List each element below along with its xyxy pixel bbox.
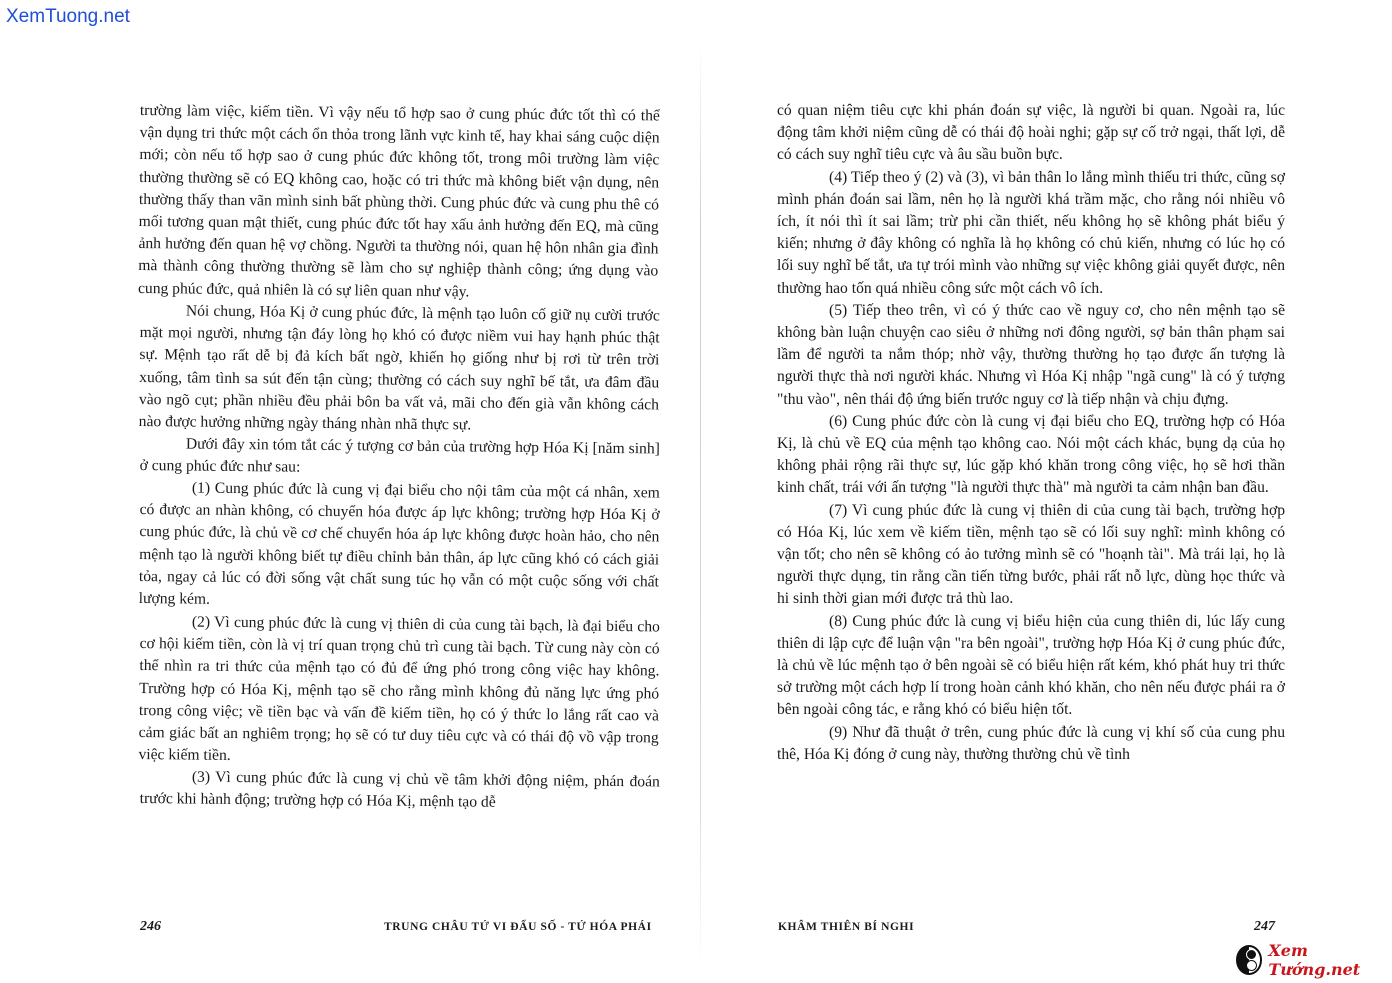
paragraph: trường làm việc, kiếm tiền. Vì vậy nếu tổ hợp sao ở cung phúc đức tốt thì có thể vận dụng tri thức một cách ổn thỏa trong lãnh vực kinh tế, hay khai sáng cuộc diện mới; còn nếu tổ hợp sao ở cung phúc đức không tốt, trong môi trường làm việc thường thường sẽ có EQ không cao, hoặc có tri thức mà không biết vận dụng, nên thường thấy than vãn mình sinh bất phùng thời. Cung phúc đức và cung phu thê có mối tương quan mật thiết, cung phúc đức tốt hay xấu ảnh hưởng đến EQ, mà cũng ảnh hưởng đến quan hệ vợ chồng. Người ta thường nói, quan hệ hôn nhân gia đình mà thành công thường thường sẽ làm cho sự nghiệp thành công; ứng dụng vào cung phúc đức, quả nhiên là có sự liên quan như vậy. — [137, 101, 660, 301]
paragraph: (2) Vì cung phúc đức là cung vị thiên di của cung tài bạch, là đại biểu cho cơ hội kiếm tiền, còn là vị trí quan trọng chủ trì cung tài bạch. Từ cung này còn có thể nhìn ra tri thức của mệnh tạo có đủ để ứng phó trong công việc hay không. Trường hợp có Hóa Kị, mệnh tạo sẽ cho rằng mình không đủ năng lực ứng phó trong công việc; về tiền bạc và vấn đề kiếm tiền, họ có ý thức lo lắng rất cao và cảm giác bất an nghiêm trọng; họ sẽ có tư duy tiêu cực và có thái độ vồ vập trong việc kiếm tiền. — [138, 613, 660, 764]
left-page-number: 246 — [140, 919, 161, 934]
paragraph: (6) Cung phúc đức còn là cung vị đại biểu cho EQ, trường hợp có Hóa Kị, là chủ về EQ của mệnh tạo không cao. Nói một cách khác, bụng dạ của họ không phải rộng rãi thực sự, lúc gặp khó khăn trong công việc, họ sẽ hơi thần kinh chất, trái với ấn tượng "là người thực thà" mà người ta cảm nhận ban đầu. — [777, 412, 1285, 497]
paragraph: (9) Như đã thuật ở trên, cung phúc đức là cung vị khí số của cung phu thê, Hóa Kị đóng ở cung này, thường thường chủ về tình — [777, 723, 1285, 763]
left-running-footer: TRUNG CHÂU TỨ VI ĐẨU SỐ - TỨ HÓA PHÁI — [384, 921, 652, 933]
right-running-footer: KHÂM THIÊN BÍ NGHI — [778, 921, 915, 933]
left-page — [137, 100, 660, 812]
paragraph: (5) Tiếp theo trên, vì có ý thức cao về nguy cơ, cho nên mệnh tạo sẽ không bàn luận chuyện cao siêu ở những nơi đông người, sợ bản thân phạm sai lầm để người ta nắm thóp; nhờ vậy, thường thường họ tạo được ấn tượng là người thực thà nơi người khác. Nhưng vì Hóa Kị nhập "ngã cung" là có ý tượng "thu vào", nên thái độ ứng biến trước nguy cơ là tiếp nhận và chịu đựng. — [777, 301, 1285, 408]
right-page-number: 247 — [1254, 919, 1275, 934]
paragraph: (4) Tiếp theo ý (2) và (3), vì bản thân lo lắng mình thiếu tri thức, cũng sợ mình phán đoán sai lầm, nên họ là người khá trầm mặc, cho rằng nói nhiều vô ích, ít nói thì ít sai lầm; trừ phi cần thiết, nếu không họ sẽ không phát biểu ý kiến; nhưng ở đây không có nghĩa là họ không có chủ kiến, nhưng có lúc họ có lối suy nghĩ bế tắt, ưa tự trói mình vào những sự việc không giải quyết được, nên thường hao tốn quá nhiều công sức một cách vô ích. — [777, 168, 1285, 297]
paragraph: (7) Vì cung phúc đức là cung vị thiên di của cung tài bạch, trường hợp có Hóa Kị, lúc xem về kiếm tiền, mệnh tạo sẽ có lối suy nghĩ: mình không có vận tốt; cho nên sẽ không có ảo tưởng mình sẽ có "hoạnh tài". Mà trái lại, họ là người thực dụng, tin rằng cần tiến từng bước, phải rất nỗ lực, dùng học thức và hi sinh thời gian mới được trả thù lao. — [777, 501, 1285, 608]
logo-text: Xem Tướng.net — [1268, 941, 1361, 979]
watermark-text[interactable]: XemTuong.net — [6, 6, 130, 27]
paragraph: (8) Cung phúc đức là cung vị biểu hiện của cung thiên di, lúc lấy cung thiên di lập cực để luận vận "ra bên ngoài", trường hợp Hóa Kị ở cung phúc đức, là chủ về lúc mệnh tạo ở bên ngoài sẽ có biểu hiện rất kém, khó phát huy tri thức sở trường một cách hợp lí trong hoàn cảnh khó khăn, cho nên nếu được phái ra ở bên ngoài công tác, e rằng khó có biểu hiện tốt. — [777, 612, 1285, 719]
paragraph: Nói chung, Hóa Kị ở cung phúc đức, là mệnh tạo luôn cố giữ nụ cười trước mặt mọi người, nhưng tận đáy lòng họ khó có được niềm vui hay hạnh phúc thật sự. Mệnh tạo rất dễ bị đả kích bất ngờ, khiến họ giống như bị rơi từ trên trời xuống, tâm tình sa sút đến tận cùng; thường có cách suy nghĩ bế tắt, ưa đâm đầu vào ngõ cụt; phần nhiều đều phải bôn ba vất vả, mãi cho đến già vẫn không cách nào được hưởng những ngày tháng nhàn nhã thực sự. — [138, 302, 660, 434]
yin-yang-icon — [1236, 945, 1262, 975]
paragraph: có quan niệm tiêu cực khi phán đoán sự việc, là người bi quan. Ngoài ra, lúc động tâm khởi niệm cũng dễ có thái độ hoài nghi; gặp sự cố trở ngại, thất lợi, dễ có cách suy nghĩ tiêu cực và âu sầu buồn bực. — [777, 102, 1285, 164]
paragraph: (3) Vì cung phúc đức là cung vị chủ về tâm khởi động niệm, phán đoán trước khi hành động; trường hợp có Hóa Kị, mệnh tạo dễ — [139, 768, 660, 812]
site-logo[interactable] — [1236, 940, 1386, 980]
paragraph: (1) Cung phúc đức là cung vị đại biểu cho nội tâm của một cá nhân, xem có được an nhàn không, có chuyển hóa được áp lực không; trường hợp Hóa Kị ở cung phúc đức, là chủ về cơ chế chuyển hóa áp lực không được hoàn hảo, cho nên mệnh tạo là người không biết tự điều chỉnh bản thân, áp lực cũng khó có cách giải tỏa, ngay cả lúc có đời sống vật chất sung túc họ vẫn có một cuộc sống với chất lượng kém. — [138, 479, 660, 609]
paragraph: Dưới đây xin tóm tắt các ý tượng cơ bản của trường hợp Hóa Kị [năm sinh] ở cung phúc đức như sau: — [139, 435, 660, 476]
book-spine — [700, 40, 701, 970]
right-page — [777, 100, 1285, 766]
